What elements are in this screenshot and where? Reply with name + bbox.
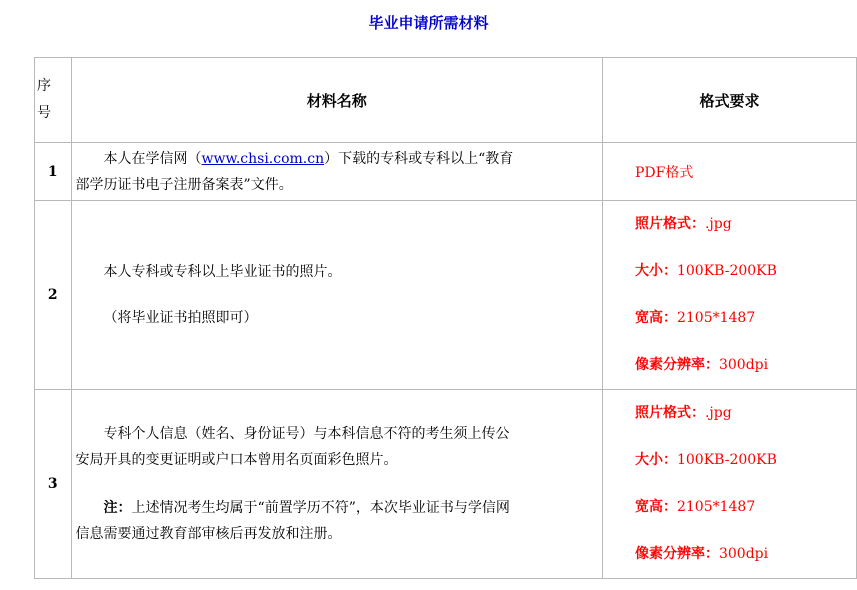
table-row xyxy=(35,390,857,579)
header-seq-line1: 序 xyxy=(37,78,51,94)
chsi-link[interactable]: www.chsi.com.cn xyxy=(201,150,325,167)
header-seq-line2: 号 xyxy=(37,105,51,121)
spec-item: 照片格式：.jpg xyxy=(634,216,732,232)
row-description xyxy=(71,143,602,201)
page-title: 毕业申请所需材料 xyxy=(368,14,489,32)
format-text: PDF格式 xyxy=(634,164,694,181)
note-label: 注： xyxy=(103,500,132,516)
spec-item: 宽高：2105*1487 xyxy=(634,310,756,326)
note-text: 上述情况考生均属于“前置学历不符”，本次毕业证书与学信网信息需要通过教育部审核后再发放和注册。 xyxy=(75,500,510,542)
row-format xyxy=(602,143,856,201)
row-number: 1 xyxy=(35,143,72,201)
header-format: 格式要求 xyxy=(602,58,856,143)
desc-paragraph: 专科个人信息（姓名、身份证号）与本科信息不符的考生须上传公安局开具的变更证明或户口本曾用名页面彩色照片。 xyxy=(75,426,510,468)
desc-text: ）下载的专科或专科以上“教育部学历证书电子注册备案表”文件。 xyxy=(75,150,514,193)
desc-text: 本人在学信网（ xyxy=(103,150,202,167)
spec-item: 像素分辨率：300dpi xyxy=(634,546,769,562)
desc-note xyxy=(76,495,516,547)
header-material-name: 材料名称 xyxy=(71,58,602,143)
table-row xyxy=(35,143,857,201)
row-format-specs xyxy=(602,201,856,390)
header-seq xyxy=(35,58,72,143)
spec-item: 大小：100KB-200KB xyxy=(634,263,777,279)
row-description xyxy=(71,390,602,579)
table-row xyxy=(35,201,857,390)
row-format-specs xyxy=(602,390,856,579)
desc-line: 本人专科或专科以上毕业证书的照片。 xyxy=(103,264,342,280)
spec-item: 照片格式：.jpg xyxy=(634,405,732,421)
row-number: 3 xyxy=(35,390,72,579)
spec-item: 宽高：2105*1487 xyxy=(634,499,756,515)
row-number: 2 xyxy=(35,201,72,390)
materials-table xyxy=(34,57,857,579)
row-description xyxy=(71,201,602,390)
spec-item: 大小：100KB-200KB xyxy=(634,452,777,468)
desc-line: （将毕业证书拍照即可） xyxy=(103,310,258,326)
spec-item: 像素分辨率：300dpi xyxy=(634,357,769,373)
table-header-row xyxy=(35,58,857,143)
